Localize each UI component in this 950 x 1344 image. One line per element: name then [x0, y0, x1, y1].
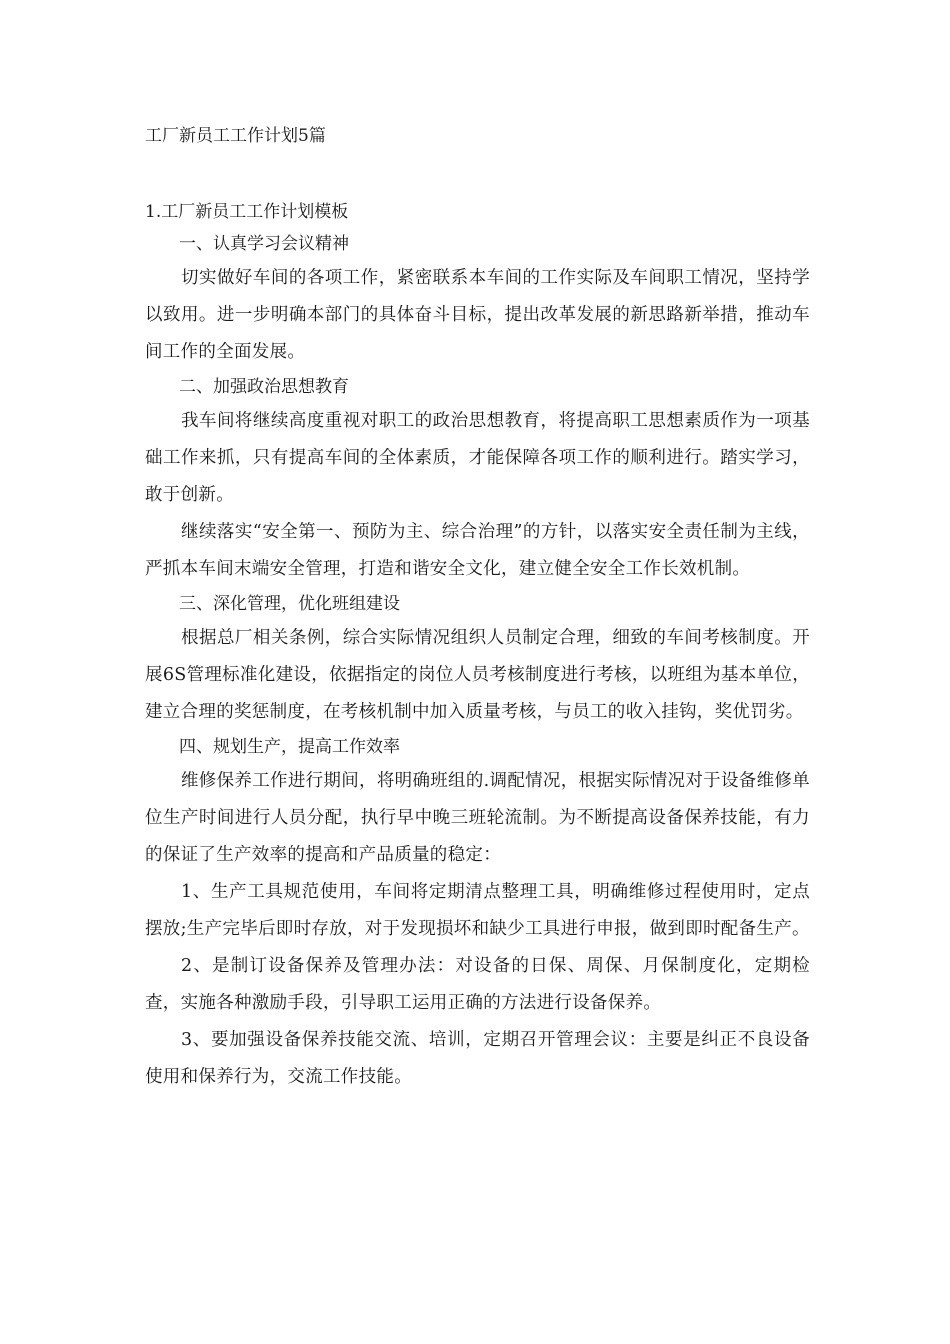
section-subtitle: 1.工厂新员工工作计划模板	[145, 202, 349, 222]
heading-2: 二、加强政治思想教育	[179, 377, 349, 397]
list-item-1: 1、生产工具规范使用，车间将定期清点整理工具，明确维修过程使用时，定点摆放;生产完毕后即时存放，对于发现损坏和缺少工具进行申报，做到即时配备生产。	[145, 882, 810, 939]
document-body	[145, 196, 810, 1096]
heading-4: 四、规划生产，提高工作效率	[179, 737, 400, 757]
heading-1: 一、认真学习会议精神	[179, 234, 349, 254]
paragraph-3: 继续落实“安全第一、预防为主、综合治理”的方针，以落实安全责任制为主线，严抓本车间末端安全管理，打造和谐安全文化，建立健全安全工作长效机制。	[145, 522, 810, 579]
paragraph-5: 维修保养工作进行期间，将明确班组的.调配情况，根据实际情况对于设备维修单位生产时间进行人员分配，执行早中晚三班轮流制。为不断提高设备保养技能，有力的保证了生产效率的提高和产品质量的稳定：	[145, 771, 810, 865]
paragraph-4: 根据总厂相关条例，综合实际情况组织人员制定合理，细致的车间考核制度。开展6S管理标准化建设，依据指定的岗位人员考核制度进行考核，以班组为基本单位，建立合理的奖惩制度，在考核机制中加入质量考核，与员工的收入挂钩，奖优罚劣。	[145, 628, 810, 722]
paragraph-2: 我车间将继续高度重视对职工的政治思想教育，将提高职工思想素质作为一项基础工作来抓，只有提高车间的全体素质，才能保障各项工作的顺利进行。踏实学习，敢于创新。	[145, 411, 810, 505]
paragraph-1: 切实做好车间的各项工作，紧密联系本车间的工作实际及车间职工情况，坚持学以致用。进一步明确本部门的具体奋斗目标，提出改革发展的新思路新举措，推动车间工作的全面发展。	[145, 268, 810, 362]
document-title: 工厂新员工工作计划5篇	[145, 126, 326, 146]
heading-3: 三、深化管理，优化班组建设	[179, 594, 400, 614]
list-item-2: 2、是制订设备保养及管理办法：对设备的日保、周保、月保制度化，定期检查，实施各种激励手段，引导职工运用正确的方法进行设备保养。	[145, 956, 810, 1013]
list-item-3: 3、要加强设备保养技能交流、培训，定期召开管理会议：主要是纠正不良设备使用和保养行为，交流工作技能。	[145, 1030, 810, 1087]
